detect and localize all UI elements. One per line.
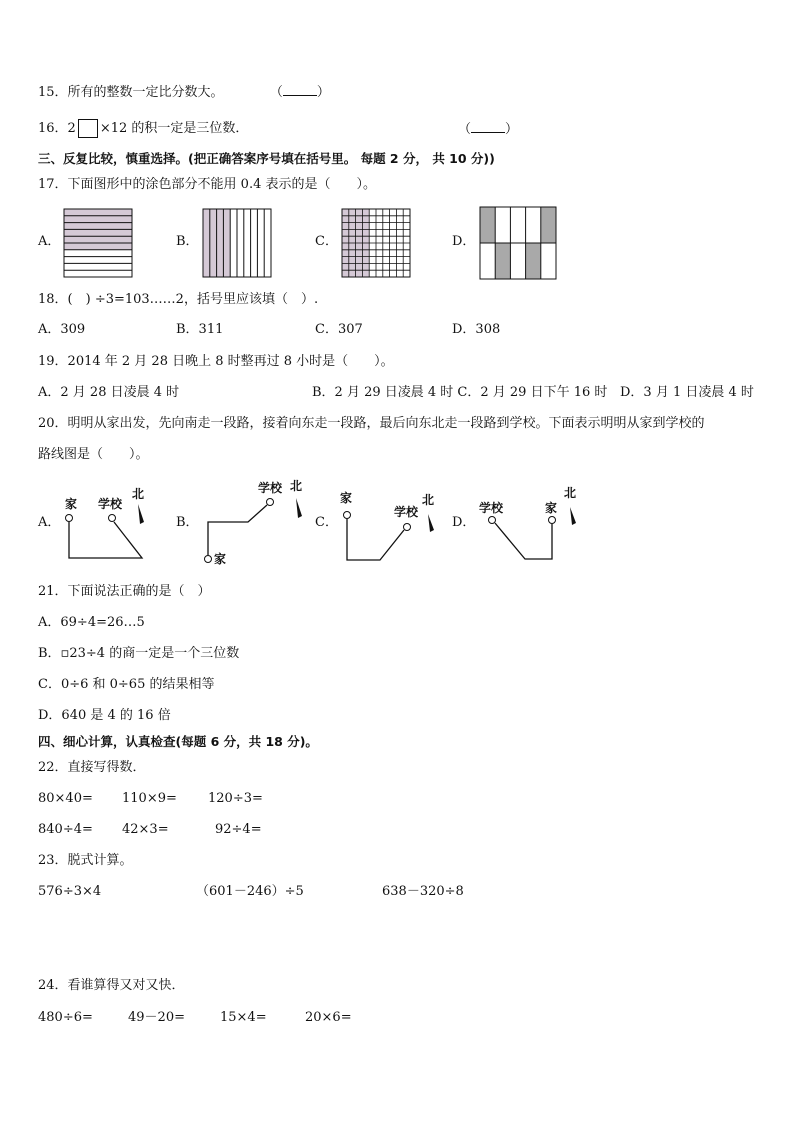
- question-20-stem-line2: 路线图是（ ）。: [38, 447, 149, 462]
- digit-box[interactable]: [78, 119, 98, 138]
- option-c[interactable]: C．0÷6 和 0÷65 的结果相等: [38, 677, 215, 692]
- dark-cell: [480, 207, 495, 243]
- option-b[interactable]: B．311: [176, 322, 224, 337]
- option-b[interactable]: B．▫23÷4 的商一定是一个三位数: [38, 646, 240, 661]
- option-a[interactable]: A．2 月 28 日凌晨 4 时: [38, 385, 180, 400]
- section-4-heading: 四、细心计算，认真检查(每题 6 分，共 18 分)。: [38, 734, 318, 749]
- calc-item: 110×9=: [122, 791, 177, 806]
- home-label: 家: [545, 501, 558, 515]
- dark-cell: [541, 207, 556, 243]
- calc-item: 20×6=: [305, 1010, 352, 1025]
- option-a-label[interactable]: A．: [38, 515, 61, 530]
- question-20-stem-line1: 20．明明从家出发，先向南走一段路，接着向东走一段路，最后向东北走一段路到学校。下面表示明明从家到学校的: [38, 416, 705, 431]
- home-marker: [344, 512, 351, 519]
- calc-item: 480÷6=: [38, 1010, 93, 1025]
- calc-item: 840÷4=: [38, 822, 93, 837]
- question-22-stem: 22．直接写得数．: [38, 760, 146, 775]
- school-marker: [489, 517, 496, 524]
- home-label: 家: [214, 552, 227, 566]
- figure-c-grid: [342, 209, 410, 277]
- home-label: 家: [340, 491, 353, 505]
- answer-blank[interactable]: [283, 83, 317, 96]
- question-16: [38, 119, 248, 138]
- question-24-stem: 24．看谁算得又对又快．: [38, 978, 185, 993]
- option-b-label[interactable]: B．: [176, 515, 199, 530]
- figure-a-strips: [64, 209, 132, 277]
- north-label: 北: [290, 479, 303, 493]
- school-label: 学校: [98, 497, 123, 511]
- question-16-text-b: ×12 的积一定是三位数．: [99, 121, 249, 136]
- route-line: [208, 505, 267, 555]
- calc-item: 92÷4=: [215, 822, 262, 837]
- answer-blank[interactable]: [471, 120, 505, 133]
- question-23-stem: 23．脱式计算。: [38, 853, 133, 868]
- north-arrow-icon: [138, 504, 144, 524]
- north-label: 北: [422, 493, 435, 507]
- home-label: 家: [65, 497, 78, 511]
- figure-b-strips: [203, 209, 271, 277]
- home-marker: [549, 517, 556, 524]
- school-label: 学校: [394, 505, 419, 519]
- option-d[interactable]: D．640 是 4 的 16 倍: [38, 708, 171, 723]
- question-21-stem: 21．下面说法正确的是（ ）: [38, 584, 211, 599]
- question-15-text: 15．所有的整数一定比分数大。: [38, 85, 224, 100]
- north-label: 北: [132, 487, 145, 501]
- question-16-text-a: 16．2: [38, 121, 76, 136]
- paren-close: ）: [316, 85, 330, 100]
- question-18-stem: 18．( ) ÷3=103……2，括号里应该填（ ）.: [38, 292, 319, 307]
- section-3-heading: 三、反复比较，慎重选择。(把正确答案序号填在括号里。 每题 2 分， 共 10 分)): [38, 151, 495, 166]
- calc-item: 638－320÷8: [382, 884, 464, 899]
- calc-item: 49－20=: [128, 1010, 185, 1025]
- calc-item: 576÷3×4: [38, 884, 102, 899]
- route-line: [347, 519, 404, 560]
- north-label: 北: [564, 486, 577, 500]
- option-b-label[interactable]: B．: [176, 234, 199, 249]
- north-arrow-icon: [296, 498, 302, 518]
- calc-item: 120÷3=: [208, 791, 263, 806]
- route-map-c: [336, 486, 446, 568]
- option-d-label[interactable]: D．: [452, 515, 476, 530]
- calc-item: 42×3=: [122, 822, 169, 837]
- school-marker: [267, 499, 274, 506]
- figure-d-blocks: [480, 207, 556, 279]
- calc-item: 15×4=: [220, 1010, 267, 1025]
- route-line: [495, 523, 552, 559]
- option-a[interactable]: A．69÷4=26…5: [38, 615, 145, 630]
- option-a-label[interactable]: A．: [38, 234, 61, 249]
- home-marker: [205, 556, 212, 563]
- question-16-answer: （ ）: [458, 122, 519, 137]
- question-19-stem: 19．2014 年 2 月 28 日晚上 8 时整再过 8 小时是（ ）。: [38, 354, 394, 369]
- route-map-a: [60, 478, 150, 566]
- option-c-label[interactable]: C．: [315, 515, 338, 530]
- north-arrow-icon: [428, 514, 434, 532]
- question-17-stem: 17．下面图形中的涂色部分不能用 0.4 表示的是（ ）。: [38, 177, 376, 192]
- option-c-label[interactable]: C．: [315, 234, 338, 249]
- school-label: 学校: [479, 501, 504, 515]
- route-map-d: [474, 483, 584, 565]
- dark-cell: [495, 243, 510, 279]
- north-arrow-icon: [570, 507, 576, 525]
- school-marker: [109, 515, 116, 522]
- option-d-label[interactable]: D．: [452, 234, 476, 249]
- option-b-c[interactable]: B．2 月 29 日凌晨 4 时 C．2 月 29 日下午 16 时: [312, 385, 608, 400]
- school-marker: [404, 524, 411, 531]
- paren-open: （: [269, 85, 283, 100]
- option-c[interactable]: C．307: [315, 322, 363, 337]
- calc-item: （601－246）÷5: [196, 884, 304, 899]
- route-map-b: [196, 476, 311, 568]
- option-d[interactable]: D．308: [452, 322, 501, 337]
- option-d[interactable]: D．3 月 1 日凌晨 4 时: [620, 385, 754, 400]
- school-label: 学校: [258, 481, 283, 495]
- question-15: [38, 83, 330, 101]
- home-marker: [66, 515, 73, 522]
- option-a[interactable]: A．309: [38, 322, 86, 337]
- dark-cell: [526, 243, 541, 279]
- calc-item: 80×40=: [38, 791, 93, 806]
- route-line: [69, 522, 142, 558]
